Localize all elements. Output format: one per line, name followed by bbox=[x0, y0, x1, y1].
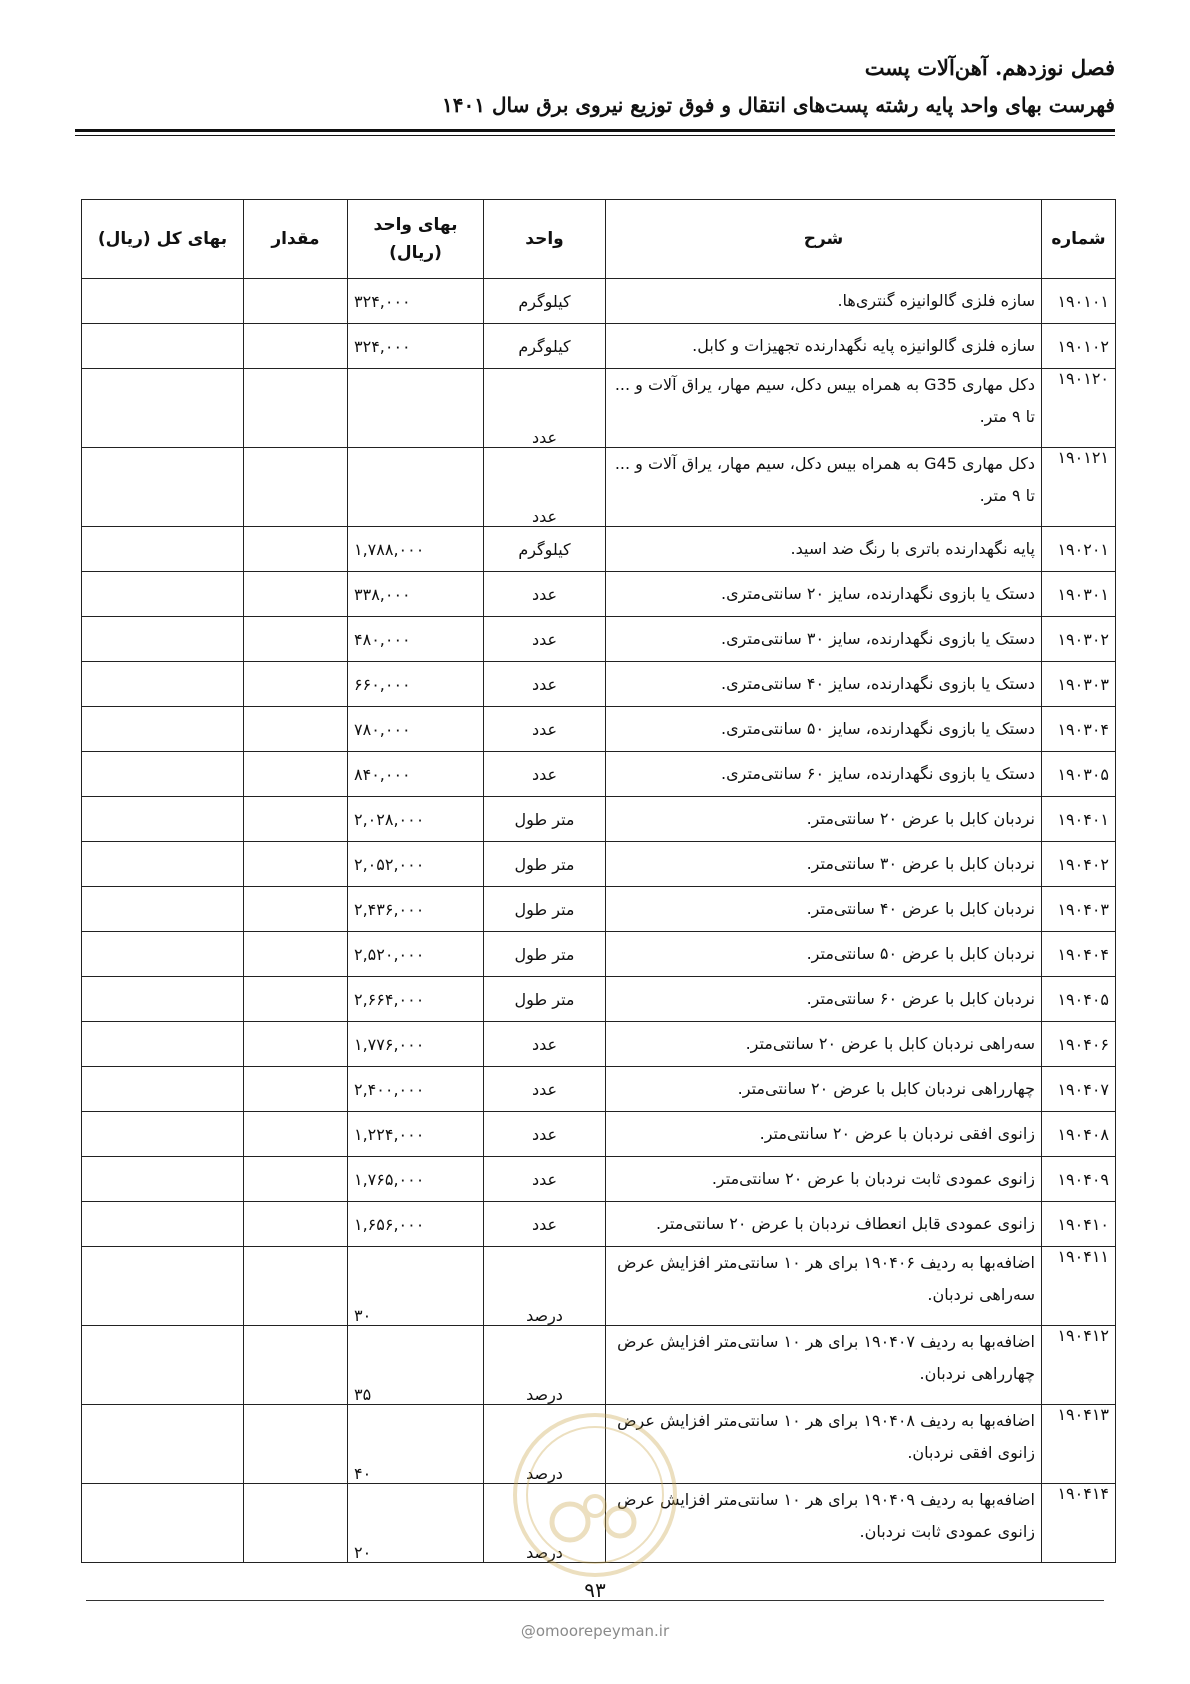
row-total-price bbox=[82, 324, 244, 369]
row-unit-price: ۱,۷۶۵,۰۰۰ bbox=[348, 1157, 484, 1202]
table-row bbox=[82, 572, 1116, 617]
row-quantity bbox=[244, 797, 348, 842]
table-row bbox=[82, 279, 1116, 324]
row-quantity bbox=[244, 662, 348, 707]
row-code: ۱۹۰۴۰۴ bbox=[1042, 932, 1116, 977]
row-quantity bbox=[244, 448, 348, 527]
row-unit: متر طول bbox=[484, 887, 606, 932]
row-code: ۱۹۰۴۰۱ bbox=[1042, 797, 1116, 842]
row-description: دستک یا بازوی نگهدارنده، سایز ۴۰ سانتی‌متری. bbox=[606, 662, 1042, 707]
row-unit-price: ۱,۲۲۴,۰۰۰ bbox=[348, 1112, 484, 1157]
row-quantity bbox=[244, 324, 348, 369]
table-row bbox=[82, 1326, 1116, 1405]
row-description: زانوی عمودی ثابت نردبان با عرض ۲۰ سانتی‌متر. bbox=[606, 1157, 1042, 1202]
table-row bbox=[82, 448, 1116, 527]
row-quantity bbox=[244, 887, 348, 932]
row-code: ۱۹۰۴۱۰ bbox=[1042, 1202, 1116, 1247]
row-description: دستک یا بازوی نگهدارنده، سایز ۶۰ سانتی‌متری. bbox=[606, 752, 1042, 797]
table-row bbox=[82, 842, 1116, 887]
row-unit-price: ۲,۰۲۸,۰۰۰ bbox=[348, 797, 484, 842]
row-unit-price: ۴۸۰,۰۰۰ bbox=[348, 617, 484, 662]
row-quantity bbox=[244, 707, 348, 752]
row-quantity bbox=[244, 977, 348, 1022]
row-unit: عدد bbox=[484, 572, 606, 617]
table-header-row bbox=[82, 200, 1116, 279]
row-total-price bbox=[82, 448, 244, 527]
header-total-price: بهای کل (ریال) bbox=[82, 200, 244, 279]
row-code: ۱۹۰۴۰۲ bbox=[1042, 842, 1116, 887]
row-code: ۱۹۰۴۰۵ bbox=[1042, 977, 1116, 1022]
row-unit-price bbox=[348, 369, 484, 448]
row-quantity bbox=[244, 279, 348, 324]
row-unit-price: ۲,۵۲۰,۰۰۰ bbox=[348, 932, 484, 977]
row-quantity bbox=[244, 527, 348, 572]
table-row bbox=[82, 977, 1116, 1022]
header-rule-thick bbox=[75, 129, 1115, 132]
row-total-price bbox=[82, 1405, 244, 1484]
row-code: ۱۹۰۱۲۱ bbox=[1042, 448, 1116, 527]
row-description: زانوی عمودی قابل انعطاف نردبان با عرض ۲۰ سانتی‌متر. bbox=[606, 1202, 1042, 1247]
row-total-price bbox=[82, 617, 244, 662]
row-total-price bbox=[82, 797, 244, 842]
row-unit: متر طول bbox=[484, 932, 606, 977]
row-unit-price: ۲۰ bbox=[348, 1484, 484, 1563]
row-description: اضافه‌بها به ردیف ۱۹۰۴۰۷ برای هر ۱۰ سانتی‌متر افزایش عرض چهارراهی نردبان. bbox=[606, 1326, 1042, 1405]
row-code: ۱۹۰۳۰۱ bbox=[1042, 572, 1116, 617]
row-code: ۱۹۰۱۰۱ bbox=[1042, 279, 1116, 324]
row-quantity bbox=[244, 1405, 348, 1484]
table-row bbox=[82, 707, 1116, 752]
row-unit: متر طول bbox=[484, 842, 606, 887]
table-row bbox=[82, 662, 1116, 707]
row-total-price bbox=[82, 1202, 244, 1247]
row-unit: متر طول bbox=[484, 977, 606, 1022]
row-code: ۱۹۰۲۰۱ bbox=[1042, 527, 1116, 572]
row-unit: عدد bbox=[484, 369, 606, 448]
row-quantity bbox=[244, 842, 348, 887]
header-unit-price-line1: بهای واحد bbox=[373, 215, 458, 235]
row-quantity bbox=[244, 1022, 348, 1067]
row-unit: درصد bbox=[484, 1326, 606, 1405]
table-row bbox=[82, 617, 1116, 662]
row-unit-price: ۳۰ bbox=[348, 1247, 484, 1326]
row-description: زانوی افقی نردبان با عرض ۲۰ سانتی‌متر. bbox=[606, 1112, 1042, 1157]
header-rule-thin bbox=[75, 135, 1115, 136]
row-quantity bbox=[244, 932, 348, 977]
row-code: ۱۹۰۴۰۹ bbox=[1042, 1157, 1116, 1202]
row-unit: عدد bbox=[484, 1112, 606, 1157]
row-description: نردبان کابل با عرض ۲۰ سانتی‌متر. bbox=[606, 797, 1042, 842]
row-total-price bbox=[82, 527, 244, 572]
row-unit-price: ۶۶۰,۰۰۰ bbox=[348, 662, 484, 707]
row-unit: عدد bbox=[484, 662, 606, 707]
row-code: ۱۹۰۳۰۴ bbox=[1042, 707, 1116, 752]
row-unit: عدد bbox=[484, 617, 606, 662]
row-unit: درصد bbox=[484, 1247, 606, 1326]
table-row bbox=[82, 1067, 1116, 1112]
row-unit: کیلوگرم bbox=[484, 324, 606, 369]
header-quantity: مقدار bbox=[244, 200, 348, 279]
row-total-price bbox=[82, 369, 244, 448]
row-description: نردبان کابل با عرض ۴۰ سانتی‌متر. bbox=[606, 887, 1042, 932]
row-quantity bbox=[244, 572, 348, 617]
page-number: ۹۳ bbox=[584, 1578, 606, 1602]
row-quantity bbox=[244, 1202, 348, 1247]
row-total-price bbox=[82, 842, 244, 887]
row-unit-price: ۳۲۴,۰۰۰ bbox=[348, 324, 484, 369]
table-row bbox=[82, 1157, 1116, 1202]
table-row bbox=[82, 1247, 1116, 1326]
row-total-price bbox=[82, 1247, 244, 1326]
row-unit-price: ۴۰ bbox=[348, 1405, 484, 1484]
row-unit-price: ۳۳۸,۰۰۰ bbox=[348, 572, 484, 617]
row-unit: کیلوگرم bbox=[484, 527, 606, 572]
row-total-price bbox=[82, 572, 244, 617]
table-row bbox=[82, 324, 1116, 369]
row-unit: عدد bbox=[484, 1067, 606, 1112]
row-code: ۱۹۰۳۰۲ bbox=[1042, 617, 1116, 662]
row-total-price bbox=[82, 1484, 244, 1563]
row-code: ۱۹۰۴۰۳ bbox=[1042, 887, 1116, 932]
row-unit-price: ۲,۰۵۲,۰۰۰ bbox=[348, 842, 484, 887]
row-quantity bbox=[244, 1247, 348, 1326]
row-description: اضافه‌بها به ردیف ۱۹۰۴۰۹ برای هر ۱۰ سانتی‌متر افزایش عرض زانوی عمودی ثابت نردبان. bbox=[606, 1484, 1042, 1563]
row-unit-price: ۱,۷۸۸,۰۰۰ bbox=[348, 527, 484, 572]
row-unit-price: ۳۲۴,۰۰۰ bbox=[348, 279, 484, 324]
row-description: سازه فلزی گالوانیزه گنتری‌ها. bbox=[606, 279, 1042, 324]
row-code: ۱۹۰۴۱۳ bbox=[1042, 1405, 1116, 1484]
header-code: شماره bbox=[1042, 200, 1116, 279]
table-row bbox=[82, 752, 1116, 797]
row-description: اضافه‌بها به ردیف ۱۹۰۴۰۶ برای هر ۱۰ سانتی‌متر افزایش عرض سه‌راهی نردبان. bbox=[606, 1247, 1042, 1326]
row-total-price bbox=[82, 1112, 244, 1157]
header-unit-price bbox=[348, 200, 484, 279]
row-unit: عدد bbox=[484, 1022, 606, 1067]
row-unit-price: ۲,۶۶۴,۰۰۰ bbox=[348, 977, 484, 1022]
row-unit: متر طول bbox=[484, 797, 606, 842]
row-total-price bbox=[82, 932, 244, 977]
row-description: دستک یا بازوی نگهدارنده، سایز ۵۰ سانتی‌متری. bbox=[606, 707, 1042, 752]
row-quantity bbox=[244, 369, 348, 448]
row-description: سازه فلزی گالوانیزه پایه نگهدارنده تجهیزات و کابل. bbox=[606, 324, 1042, 369]
row-code: ۱۹۰۴۰۸ bbox=[1042, 1112, 1116, 1157]
row-description: دکل مهاری G35 به همراه بیس دکل، سیم مهار، یراق آلات و ... تا ۹ متر. bbox=[606, 369, 1042, 448]
row-total-price bbox=[82, 1067, 244, 1112]
row-code: ۱۹۰۴۱۴ bbox=[1042, 1484, 1116, 1563]
row-total-price bbox=[82, 977, 244, 1022]
row-description: دستک یا بازوی نگهدارنده، سایز ۲۰ سانتی‌متری. bbox=[606, 572, 1042, 617]
row-code: ۱۹۰۱۰۲ bbox=[1042, 324, 1116, 369]
header-unit: واحد bbox=[484, 200, 606, 279]
row-quantity bbox=[244, 752, 348, 797]
row-unit: کیلوگرم bbox=[484, 279, 606, 324]
row-unit-price: ۱,۶۵۶,۰۰۰ bbox=[348, 1202, 484, 1247]
row-total-price bbox=[82, 1326, 244, 1405]
header-unit-price-line2: (ریال) bbox=[389, 243, 442, 263]
table-row bbox=[82, 1022, 1116, 1067]
row-description: چهارراهی نردبان کابل با عرض ۲۰ سانتی‌متر. bbox=[606, 1067, 1042, 1112]
row-description: نردبان کابل با عرض ۳۰ سانتی‌متر. bbox=[606, 842, 1042, 887]
row-total-price bbox=[82, 752, 244, 797]
footer-rule bbox=[86, 1600, 1104, 1601]
row-description: دکل مهاری G45 به همراه بیس دکل، سیم مهار، یراق آلات و ... تا ۹ متر. bbox=[606, 448, 1042, 527]
table-row bbox=[82, 527, 1116, 572]
row-unit: عدد bbox=[484, 707, 606, 752]
header-description: شرح bbox=[606, 200, 1042, 279]
row-unit-price bbox=[348, 448, 484, 527]
row-description: دستک یا بازوی نگهدارنده، سایز ۳۰ سانتی‌متری. bbox=[606, 617, 1042, 662]
row-description: نردبان کابل با عرض ۵۰ سانتی‌متر. bbox=[606, 932, 1042, 977]
row-quantity bbox=[244, 1112, 348, 1157]
row-code: ۱۹۰۴۰۷ bbox=[1042, 1067, 1116, 1112]
row-total-price bbox=[82, 662, 244, 707]
chapter-title: فصل نوزدهم. آهن‌آلات پست bbox=[864, 55, 1115, 80]
row-code: ۱۹۰۴۱۲ bbox=[1042, 1326, 1116, 1405]
row-unit-price: ۸۴۰,۰۰۰ bbox=[348, 752, 484, 797]
table-row bbox=[82, 932, 1116, 977]
row-code: ۱۹۰۳۰۳ bbox=[1042, 662, 1116, 707]
row-code: ۱۹۰۴۰۶ bbox=[1042, 1022, 1116, 1067]
row-unit-price: ۷۸۰,۰۰۰ bbox=[348, 707, 484, 752]
document-subtitle: فهرست بهای واحد پایه رشته پست‌های انتقال و فوق توزیع نیروی برق سال ۱۴۰۱ bbox=[442, 93, 1115, 117]
table-row bbox=[82, 1112, 1116, 1157]
row-total-price bbox=[82, 887, 244, 932]
table-body bbox=[82, 279, 1116, 1563]
row-quantity bbox=[244, 1484, 348, 1563]
row-unit-price: ۳۵ bbox=[348, 1326, 484, 1405]
row-code: ۱۹۰۳۰۵ bbox=[1042, 752, 1116, 797]
row-description: پایه نگهدارنده باتری با رنگ ضد اسید. bbox=[606, 527, 1042, 572]
row-quantity bbox=[244, 617, 348, 662]
row-unit: عدد bbox=[484, 448, 606, 527]
table-row bbox=[82, 887, 1116, 932]
row-code: ۱۹۰۴۱۱ bbox=[1042, 1247, 1116, 1326]
row-unit: عدد bbox=[484, 1157, 606, 1202]
table-row bbox=[82, 369, 1116, 448]
row-total-price bbox=[82, 1022, 244, 1067]
table-row bbox=[82, 1405, 1116, 1484]
price-list-table bbox=[81, 199, 1116, 1563]
row-description: اضافه‌بها به ردیف ۱۹۰۴۰۸ برای هر ۱۰ سانتی‌متر افزایش عرض زانوی افقی نردبان. bbox=[606, 1405, 1042, 1484]
row-total-price bbox=[82, 279, 244, 324]
row-unit-price: ۱,۷۷۶,۰۰۰ bbox=[348, 1022, 484, 1067]
row-code: ۱۹۰۱۲۰ bbox=[1042, 369, 1116, 448]
row-quantity bbox=[244, 1067, 348, 1112]
row-unit-price: ۲,۴۰۰,۰۰۰ bbox=[348, 1067, 484, 1112]
row-unit: درصد bbox=[484, 1484, 606, 1563]
watermark-url: @omoorepeyman.ir bbox=[520, 1622, 670, 1640]
row-total-price bbox=[82, 707, 244, 752]
table-row bbox=[82, 797, 1116, 842]
row-quantity bbox=[244, 1157, 348, 1202]
table-row bbox=[82, 1484, 1116, 1563]
row-unit-price: ۲,۴۳۶,۰۰۰ bbox=[348, 887, 484, 932]
row-quantity bbox=[244, 1326, 348, 1405]
row-unit: عدد bbox=[484, 1202, 606, 1247]
row-unit: عدد bbox=[484, 752, 606, 797]
table-row bbox=[82, 1202, 1116, 1247]
row-description: نردبان کابل با عرض ۶۰ سانتی‌متر. bbox=[606, 977, 1042, 1022]
row-unit: درصد bbox=[484, 1405, 606, 1484]
row-description: سه‌راهی نردبان کابل با عرض ۲۰ سانتی‌متر. bbox=[606, 1022, 1042, 1067]
row-total-price bbox=[82, 1157, 244, 1202]
